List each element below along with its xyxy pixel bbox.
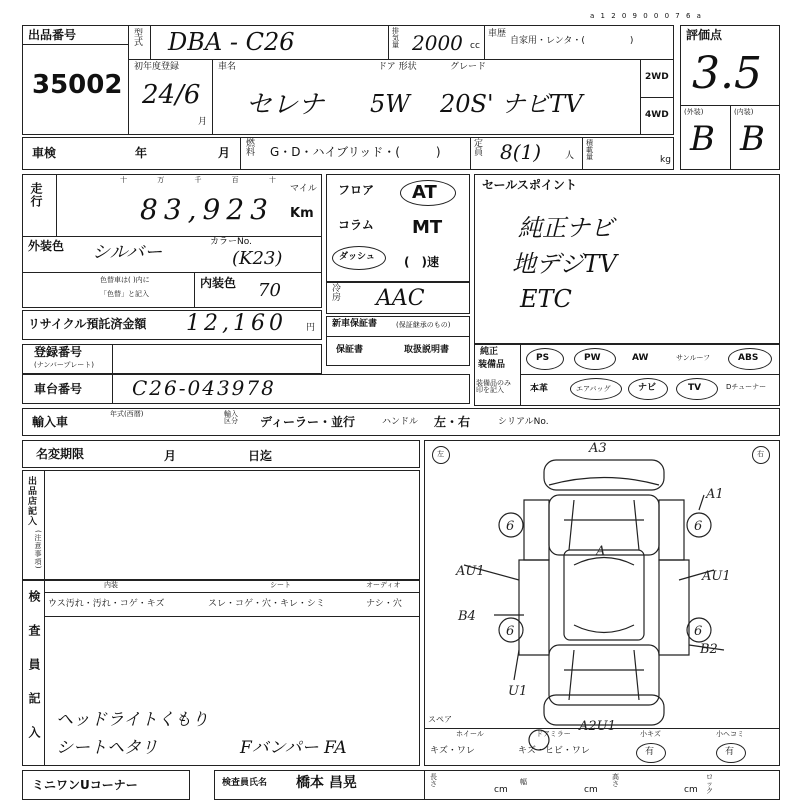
recycle-value: 12,160 bbox=[186, 311, 287, 336]
equip-leather: 本革 bbox=[530, 384, 549, 394]
equip-airbag: エアバッグ bbox=[576, 385, 611, 393]
mirror-value: キズ・ヒビ・ワレ bbox=[518, 746, 590, 756]
spare-label: スペア bbox=[428, 715, 452, 724]
equip-pw: PW bbox=[584, 353, 601, 363]
capacity-value: 8(1) bbox=[500, 140, 542, 164]
mark-a2u1: A2U1 bbox=[579, 719, 616, 734]
dim-width: 幅 bbox=[520, 778, 527, 786]
equipment-label-2: 装備品 bbox=[478, 360, 506, 370]
equipment-label-1: 純正 bbox=[480, 347, 499, 357]
import-year-label: 年式(西暦) bbox=[110, 410, 144, 418]
dim-lock: ロック bbox=[706, 773, 713, 795]
mark-a1: A1 bbox=[706, 487, 724, 502]
name-change-label: 名変期限 bbox=[36, 447, 85, 461]
dim-height: 高さ bbox=[612, 773, 619, 788]
sales-point-line-1: 純正ナビ bbox=[518, 214, 614, 242]
equip-dtuner: Dチューナー bbox=[726, 383, 767, 391]
mirror-label: ドアミラー bbox=[536, 730, 571, 738]
corner-label: ミニワンUコーナー bbox=[32, 778, 138, 792]
drive-2wd: 2WD bbox=[645, 72, 669, 82]
doors-label: ドア 形状 bbox=[378, 62, 417, 72]
audio-options: ナシ・穴 bbox=[366, 599, 402, 609]
inspector-name-value: 橋本 昌晃 bbox=[296, 775, 357, 791]
chassis-label: 車台番号 bbox=[34, 382, 83, 396]
dim-width-unit: cm bbox=[584, 785, 598, 795]
reg-label: 登録番号 bbox=[34, 345, 83, 359]
mark-tire-fr: 6 bbox=[694, 519, 703, 534]
diagram-left: 左 bbox=[437, 450, 444, 458]
equip-abs: ABS bbox=[738, 353, 759, 363]
mark-tire-rr: 6 bbox=[694, 624, 703, 639]
color-code-label: カラーNo. bbox=[210, 237, 252, 247]
ext-label: (外装) bbox=[684, 108, 704, 116]
note-2: シートヘタリ bbox=[56, 738, 158, 758]
reg-sub: (ナンバープレート) bbox=[34, 361, 94, 369]
equipment-note: 装備品のみ印を記入 bbox=[476, 379, 511, 394]
sales-point-line-3: ETC bbox=[520, 285, 572, 313]
serial-label: シリアルNo. bbox=[498, 417, 549, 427]
displacement-unit: cc bbox=[470, 41, 480, 51]
handle-label: ハンドル bbox=[382, 417, 419, 427]
warranty-manual: 取扱説明書 bbox=[404, 345, 450, 355]
score-value: 3.5 bbox=[692, 48, 762, 99]
shift-at: AT bbox=[412, 182, 437, 203]
mark-b2: B2 bbox=[700, 642, 718, 657]
model-label: 型式 bbox=[134, 29, 144, 48]
score-label: 評価点 bbox=[686, 28, 723, 42]
grade-label: グレード bbox=[450, 62, 487, 72]
color-note-2: 「色替」と記入 bbox=[100, 290, 149, 298]
car-name-value: セレナ bbox=[246, 90, 325, 120]
interior-color-label: 内装色 bbox=[200, 276, 237, 290]
car-name-label: 車名 bbox=[218, 62, 237, 72]
mileage-value: 83,923 bbox=[140, 193, 274, 226]
warranty-book: 保証書 bbox=[336, 345, 364, 355]
fuel-value: G・D・ハイブリッド・( ) bbox=[270, 145, 441, 159]
dim-length-unit: cm bbox=[494, 785, 508, 795]
doors-value: 5W bbox=[370, 90, 410, 118]
capacity-unit: 人 bbox=[565, 151, 575, 161]
inspector-name-label: 検査員氏名 bbox=[222, 778, 268, 788]
capacity-label: 定員 bbox=[474, 139, 484, 158]
barcode: a 1 2 0 9 0 0 0 7 6 a bbox=[590, 12, 703, 20]
int-score: B bbox=[740, 119, 765, 159]
grade-value: 20S' ナビTV bbox=[440, 90, 583, 118]
recycle-unit: 円 bbox=[306, 323, 316, 333]
usage-label: 車歴 bbox=[488, 29, 507, 39]
interior-options: ウス汚れ・汚れ・コゲ・キズ bbox=[48, 599, 165, 609]
equip-ps: PS bbox=[536, 353, 550, 363]
mileage-label: 走行 bbox=[29, 182, 43, 208]
diagram-right: 右 bbox=[757, 450, 764, 458]
warranty-label: 新車保証書 bbox=[332, 319, 378, 329]
load-label: 積載量 bbox=[586, 139, 593, 161]
name-change-month: 月 bbox=[164, 449, 177, 463]
warranty-sub: (保証継承のもの) bbox=[396, 321, 451, 329]
ac-value: AAC bbox=[376, 286, 425, 311]
car-diagram bbox=[424, 440, 780, 766]
displacement-value: 2000 bbox=[412, 31, 463, 55]
exhibitor-label: 出品店記入 bbox=[26, 476, 36, 526]
sales-point-label: セールスポイント bbox=[482, 178, 577, 192]
color-label: 外装色 bbox=[28, 239, 65, 253]
displacement-label: 排気量 bbox=[392, 27, 399, 49]
audio-label: オーディオ bbox=[366, 581, 401, 589]
fuel-label: 燃料 bbox=[246, 139, 256, 158]
load-unit: kg bbox=[660, 155, 671, 165]
interior-label: 内装 bbox=[104, 581, 118, 589]
wheel-label: ホイール bbox=[456, 730, 484, 738]
recycle-label: リサイクル預託済金額 bbox=[28, 317, 147, 331]
small-dent-label: 小ヘコミ bbox=[716, 730, 744, 738]
mileage-unit-km: Km bbox=[290, 206, 314, 221]
seat-options: スレ・コゲ・穴・キレ・シミ bbox=[208, 599, 325, 609]
usage-value: 自家用・レンタ・( ) bbox=[510, 36, 634, 46]
dim-height-unit: cm bbox=[684, 785, 698, 795]
shaken-month: 月 bbox=[218, 146, 231, 160]
model-value: DBA - C26 bbox=[168, 28, 295, 56]
int-label: (内装) bbox=[734, 108, 754, 116]
wheel-value: キズ・ワレ bbox=[430, 746, 475, 756]
small-dent-value: 有 bbox=[725, 747, 735, 757]
exhibitor-box bbox=[22, 470, 420, 580]
equip-tv: TV bbox=[688, 383, 702, 393]
shift-floor: フロア bbox=[338, 183, 375, 197]
note-3: Fバンパー FA bbox=[240, 738, 347, 758]
shift-dash: ダッシュ bbox=[339, 252, 375, 262]
mark-tire-rl: 6 bbox=[506, 624, 515, 639]
import-type-label: 輸入区分 bbox=[224, 410, 238, 425]
mark-au1-left: AU1 bbox=[456, 564, 485, 579]
handle-value: 左・右 bbox=[434, 415, 471, 429]
seat-label: シート bbox=[270, 581, 291, 589]
color-value: シルバー bbox=[92, 242, 163, 263]
drive-4wd: 4WD bbox=[645, 110, 669, 120]
exhibitor-sub: (注意事項) bbox=[34, 530, 42, 570]
dim-length: 長さ bbox=[430, 773, 437, 788]
lot-number: 35002 bbox=[32, 70, 123, 100]
mark-a: A bbox=[596, 544, 606, 559]
inspector-label: 検査員記入 bbox=[27, 590, 41, 760]
first-reg-value: 24/6 bbox=[142, 80, 201, 110]
equip-sunroof: サンルーフ bbox=[676, 354, 711, 362]
ext-score: B bbox=[690, 119, 715, 159]
mileage-unit-mile: マイル bbox=[290, 184, 317, 194]
mark-b4: B4 bbox=[458, 609, 476, 624]
interior-color-value: 70 bbox=[258, 280, 281, 301]
color-note-1: 色替車は( )内に bbox=[100, 276, 150, 284]
mark-a3: A3 bbox=[589, 441, 607, 456]
shift-speed: ( )速 bbox=[404, 255, 439, 269]
small-scratch-value: 有 bbox=[645, 747, 655, 757]
import-label: 輸入車 bbox=[32, 415, 69, 429]
shift-mt: MT bbox=[412, 217, 443, 238]
lot-label: 出品番号 bbox=[28, 28, 77, 42]
name-change-day: 日迄 bbox=[248, 449, 273, 463]
first-reg-label: 初年度登録 bbox=[134, 62, 180, 72]
equip-navi: ナビ bbox=[638, 383, 657, 393]
import-type: ディーラー・並行 bbox=[260, 415, 356, 429]
color-code: (K23) bbox=[232, 248, 283, 269]
sales-point-line-2: 地デジTV bbox=[512, 250, 617, 278]
first-reg-unit: 月 bbox=[198, 117, 208, 127]
equip-aw: AW bbox=[632, 353, 649, 363]
note-1: ヘッドライトくもり bbox=[56, 710, 209, 730]
mileage-digits: 十 万 千 百 十 bbox=[120, 176, 290, 184]
ac-label: 冷房 bbox=[332, 284, 342, 303]
shaken-year: 年 bbox=[135, 146, 148, 160]
shift-column: コラム bbox=[338, 218, 374, 232]
mark-u1: U1 bbox=[508, 684, 528, 699]
mark-tire-fl: 6 bbox=[506, 519, 515, 534]
mark-au1-right: AU1 bbox=[702, 569, 731, 584]
shaken-label: 車検 bbox=[32, 146, 57, 160]
small-scratch-label: 小キズ bbox=[640, 730, 661, 738]
chassis-value: C26-043978 bbox=[132, 376, 276, 400]
